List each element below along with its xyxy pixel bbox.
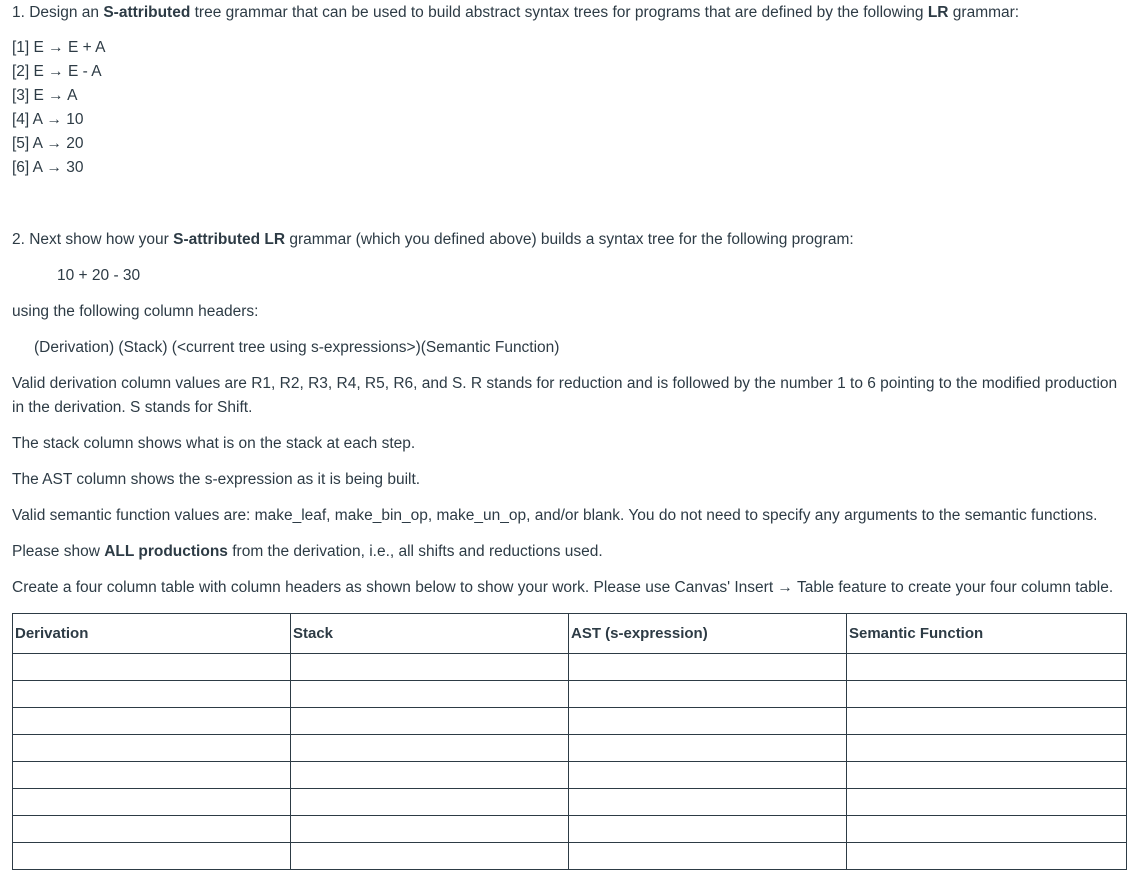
header-stack[interactable]: Stack — [291, 614, 569, 654]
grammar-rule: [5] A → 20 — [12, 135, 84, 152]
table-row — [13, 762, 1127, 789]
ast-description: The AST column shows the s-expression as it is being built. — [12, 471, 421, 488]
grammar-rule: [1] E → E + A — [12, 39, 106, 56]
table-row — [13, 681, 1127, 708]
table-cell[interactable] — [847, 735, 1127, 762]
question-2: 2. Next show how your S-attributed LR grammar (which you defined above) builds a syntax tree for the following program: — [12, 231, 854, 248]
table-row — [13, 708, 1127, 735]
table-cell[interactable] — [847, 789, 1127, 816]
table-row — [13, 735, 1127, 762]
table-cell[interactable] — [569, 816, 847, 843]
table-cell[interactable] — [13, 681, 291, 708]
grammar-rule: [6] A → 30 — [12, 159, 84, 176]
table-cell[interactable] — [847, 843, 1127, 870]
question-1: 1. Design an S-attributed tree grammar that can be used to build abstract syntax trees for programs that are defined by the following LR grammar: — [12, 4, 1020, 21]
table-cell[interactable] — [569, 654, 847, 681]
table-cell[interactable] — [847, 681, 1127, 708]
table-row — [13, 816, 1127, 843]
grammar-rule: [4] A → 10 — [12, 111, 84, 128]
grammar-rule: [2] E → E - A — [12, 63, 102, 80]
table-cell[interactable] — [291, 708, 569, 735]
table-cell[interactable] — [569, 843, 847, 870]
show-all-productions: Please show ALL productions from the derivation, i.e., all shifts and reductions used. — [12, 543, 603, 560]
grammar-rule: [3] E → A — [12, 87, 78, 104]
table-cell[interactable] — [847, 762, 1127, 789]
table-cell[interactable] — [569, 762, 847, 789]
table-cell[interactable] — [13, 654, 291, 681]
table-cell[interactable] — [13, 708, 291, 735]
table-cell[interactable] — [291, 816, 569, 843]
table-cell[interactable] — [847, 708, 1127, 735]
table-cell[interactable] — [291, 843, 569, 870]
table-cell[interactable] — [13, 816, 291, 843]
table-cell[interactable] — [13, 789, 291, 816]
table-cell[interactable] — [13, 762, 291, 789]
table-row — [13, 843, 1127, 870]
semantic-description: Valid semantic function values are: make_leaf, make_bin_op, make_un_op, and/or blank. You do not need to specify any arguments to the semantic functions. — [12, 507, 1098, 524]
table-cell[interactable] — [13, 843, 291, 870]
table-cell[interactable] — [291, 681, 569, 708]
program-text: 10 + 20 - 30 — [57, 267, 141, 284]
table-cell[interactable] — [569, 735, 847, 762]
table-cell[interactable] — [847, 816, 1127, 843]
table-cell[interactable] — [291, 654, 569, 681]
table-cell[interactable] — [291, 735, 569, 762]
table-row — [13, 789, 1127, 816]
table-header-row — [13, 614, 1127, 654]
table-cell[interactable] — [847, 654, 1127, 681]
valid-derivation-text-cont: in the derivation. S stands for Shift. — [12, 399, 253, 416]
table-cell[interactable] — [291, 789, 569, 816]
column-headers-line: (Derivation) (Stack) (<current tree using s-expressions>)(Semantic Function) — [34, 339, 560, 356]
table-cell[interactable] — [569, 681, 847, 708]
header-derivation[interactable]: Derivation — [13, 614, 291, 654]
table-cell[interactable] — [569, 708, 847, 735]
header-ast[interactable]: AST (s-expression) — [569, 614, 847, 654]
header-semantic-function[interactable]: Semantic Function — [847, 614, 1127, 654]
table-cell[interactable] — [569, 789, 847, 816]
work-table — [12, 613, 1127, 870]
create-table-instruction: Create a four column table with column headers as shown below to show your work. Please use Canvas' Insert → Table feature to create your four column table. — [12, 579, 1114, 596]
table-row — [13, 654, 1127, 681]
valid-derivation-text: Valid derivation column values are R1, R2, R3, R4, R5, R6, and S. R stands for reduction and is followed by the number 1 to 6 pointing to the modified production — [12, 375, 1118, 392]
table-cell[interactable] — [291, 762, 569, 789]
using-headers-text: using the following column headers: — [12, 303, 259, 320]
table-cell[interactable] — [13, 735, 291, 762]
stack-description: The stack column shows what is on the stack at each step. — [12, 435, 416, 452]
